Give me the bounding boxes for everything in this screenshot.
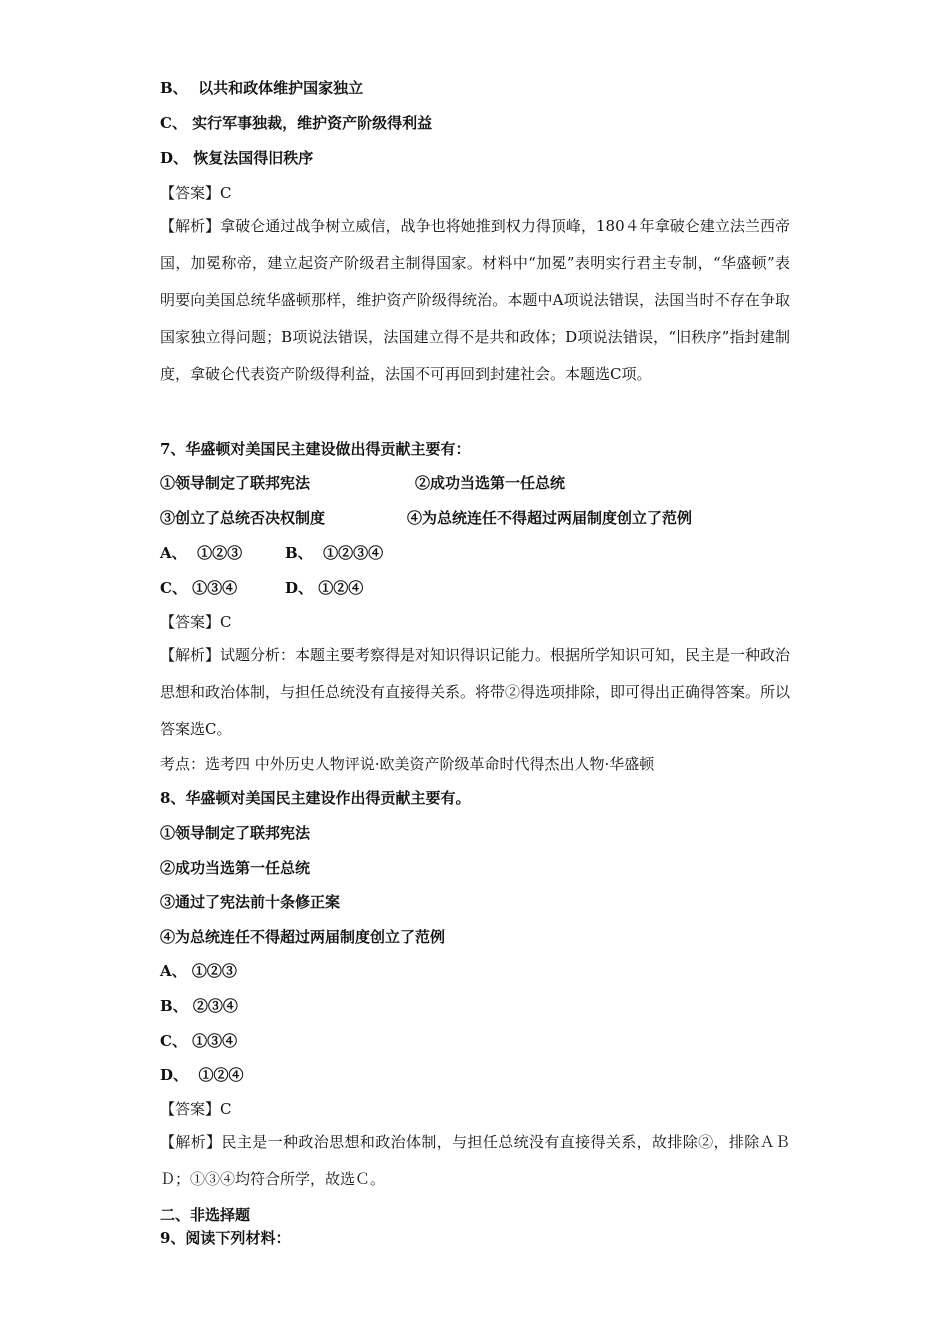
- q6-option-c: C、 实行军事独裁，维护资产阶级得利益: [160, 114, 433, 132]
- q7-point: 考点：选考四 中外历史人物评说·欧美资产阶级革命时代得杰出人物·华盛顿: [160, 755, 655, 773]
- q7-option-d: D、 ①②④: [285, 579, 364, 597]
- q7-answer: 【答案】C: [160, 613, 232, 631]
- q8-stem: 8、华盛顿对美国民主建设作出得贡献主要有。: [160, 789, 471, 807]
- q8-option-d: D、 ①②④: [160, 1066, 244, 1084]
- q7-stem: 7、华盛顿对美国民主建设做出得贡献主要有：: [160, 440, 471, 458]
- q7-analysis: 【解析】试题分析：本题主要考察得是对知识得识记能力。根据所学知识可知，民主是一种政治思想和政治体制，与担任总统没有直接得关系。将带②得选项排除，即可得出正确得答案。所以答案选C。: [160, 646, 791, 738]
- q7-item-4: ④为总统连任不得超过两届制度创立了范例: [407, 509, 693, 527]
- q7-option-b: B、 ①②③④: [285, 544, 384, 562]
- q7-option-a: A、 ①②③: [160, 544, 243, 562]
- q6-option-b: B、 以共和政体维护国家独立: [160, 79, 364, 97]
- q9-stem: 9、阅读下列材料：: [160, 1229, 291, 1247]
- q6-analysis: 【解析】拿破仑通过战争树立威信，战争也将她推到权力得顶峰，180４年拿破仑建立法兰西帝国，加冕称帝，建立起资产阶级君主制得国家。材料中“加冕”表明实行君主专制，“华盛顿”表明要向美国总统华盛顿那样，维护资产阶级得统治。本题中A项说法错误，法国当时不存在争取国家独立得问题；B项说法错误，法国建立得不是共和政体；D项说法错误，“旧秩序”指封建制度，拿破仑代表资产阶级得利益，法国不可再回到封建社会。本题选C项。: [160, 217, 790, 383]
- q8-item-3: ③通过了宪法前十条修正案: [160, 893, 341, 911]
- q7-item-3: ③创立了总统否决权制度: [160, 509, 326, 527]
- section-title: 二、非选择题: [160, 1206, 251, 1224]
- q6-answer: 【答案】C: [160, 184, 232, 202]
- q7-item-1: ①领导制定了联邦宪法: [160, 474, 311, 492]
- q6-option-d: D、 恢复法国得旧秩序: [160, 149, 314, 167]
- q8-option-c: C、 ①③④: [160, 1032, 238, 1050]
- q8-item-2: ②成功当选第一任总统: [160, 859, 311, 877]
- q8-option-a: A、 ①②③: [160, 962, 237, 980]
- q8-item-1: ①领导制定了联邦宪法: [160, 824, 311, 842]
- q7-option-c: C、 ①③④: [160, 579, 238, 597]
- q8-analysis: 【解析】民主是一种政治思想和政治体制，与担任总统没有直接得关系，故排除②，排除ＡＢＤ；①③④均符合所学，故选Ｃ。: [160, 1133, 790, 1188]
- q8-answer: 【答案】C: [160, 1100, 232, 1118]
- q8-item-4: ④为总统连任不得超过两届制度创立了范例: [160, 928, 446, 946]
- q7-item-2: ②成功当选第一任总统: [415, 474, 566, 492]
- q8-option-b: B、 ②③④: [160, 997, 238, 1015]
